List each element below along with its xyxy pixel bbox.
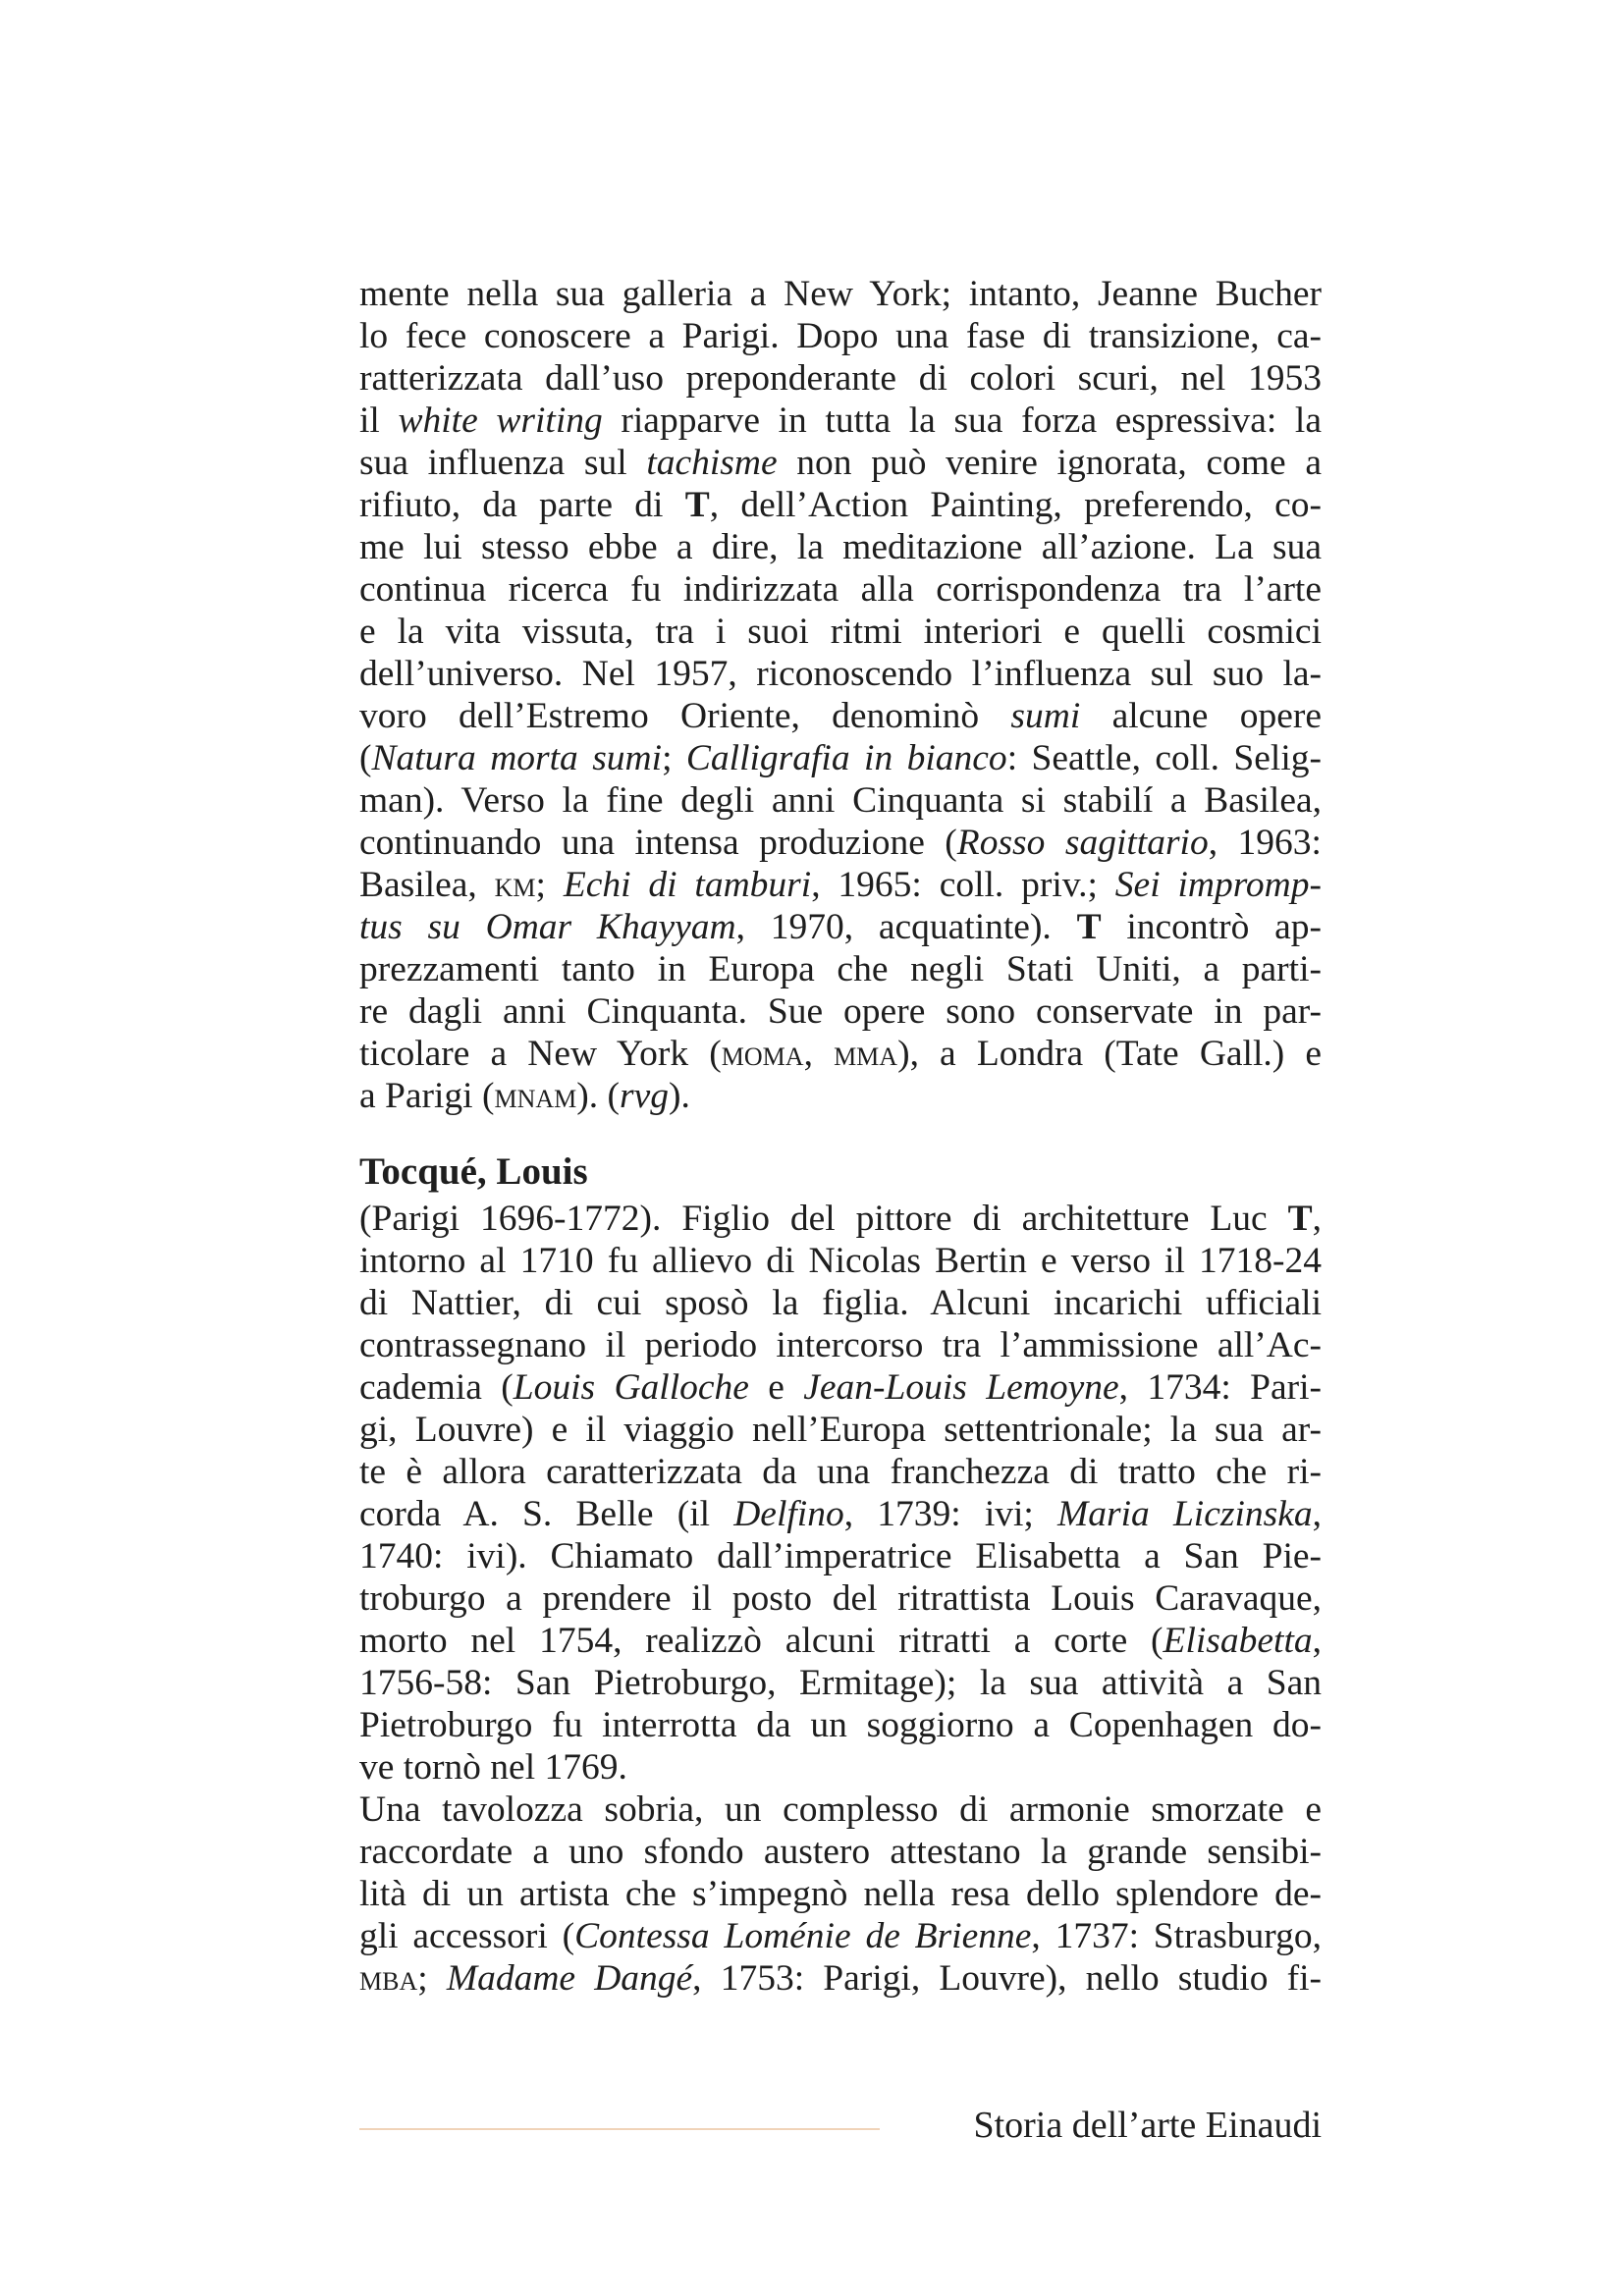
text-line: raccordate a uno sfondo austero attestano la grande sensibi- <box>359 1832 1322 1872</box>
text-line: il white writing riapparve in tutta la sua forza espressiva: la <box>359 400 1322 441</box>
text-line: sua influenza sul tachisme non può venire ignorata, come a <box>359 443 1322 483</box>
text-line: e la vita vissuta, tra i suoi ritmi interiori e quelli cosmici <box>359 612 1322 652</box>
text-line: Pietroburgo fu interrotta da un soggiorno a Copenhagen do- <box>359 1705 1322 1745</box>
text-line: voro dell’Estremo Oriente, denominò sumi alcune opere <box>359 696 1322 736</box>
text-line: continua ricerca fu indirizzata alla corrispondenza tra l’arte <box>359 569 1322 610</box>
text-line: tus su Omar Khayyam, 1970, acquatinte). T incontrò ap- <box>359 907 1322 947</box>
text-line: me lui stesso ebbe a dire, la meditazione all’azione. La sua <box>359 527 1322 567</box>
page-footer <box>359 2101 1322 2150</box>
text-line: te è allora caratterizzata da una franchezza di tratto che ri- <box>359 1452 1322 1492</box>
text-line: mente nella sua galleria a New York; intanto, Jeanne Bucher <box>359 274 1322 314</box>
text-line: rifiuto, da parte di T, dell’Action Painting, preferendo, co- <box>359 485 1322 525</box>
text-line: 1740: ivi). Chiamato dall’imperatrice Elisabetta a San Pie- <box>359 1536 1322 1576</box>
text-line: gi, Louvre) e il viaggio nell’Europa settentrionale; la sua ar- <box>359 1410 1322 1450</box>
footer-title: Storia dell’arte Einaudi <box>973 2105 1322 2146</box>
text-line: Basilea, km; Echi di tamburi, 1965: coll. priv.; Sei impromp- <box>359 865 1322 905</box>
entry-heading: Tocqué, Louis <box>359 1150 588 1193</box>
text-line: ticolare a New York (moma, mma), a Londra (Tate Gall.) e <box>359 1034 1323 1074</box>
entry-continuation-paragraph <box>359 273 1322 1117</box>
text-line: Una tavolozza sobria, un complesso di armonie smorzate e <box>359 1789 1322 1830</box>
text-line: (Parigi 1696-1772). Figlio del pittore di architetture Luc T, <box>359 1199 1322 1239</box>
text-line: dell’universo. Nel 1957, riconoscendo l’influenza sul suo la- <box>359 654 1322 694</box>
text-line: 1756-58: San Pietroburgo, Ermitage); la sua attività a San <box>359 1663 1322 1703</box>
text-line: lità di un artista che s’impegnò nella resa dello splendore de- <box>359 1874 1322 1914</box>
text-line: cademia (Louis Galloche e Jean-Louis Lemoyne, 1734: Pari- <box>359 1367 1322 1408</box>
text-line: continuando una intensa produzione (Rosso sagittario, 1963: <box>359 823 1322 863</box>
text-line: lo fece conoscere a Parigi. Dopo una fase di transizione, ca- <box>359 316 1322 356</box>
text-line: man). Verso la fine degli anni Cinquanta si stabilí a Basilea, <box>359 780 1322 821</box>
text-column <box>359 273 1322 2000</box>
text-line: (Natura morta sumi; Calligrafia in bianco: Seattle, coll. Selig- <box>359 738 1322 778</box>
text-line: di Nattier, di cui sposò la figlia. Alcuni incarichi ufficiali <box>359 1283 1322 1323</box>
text-line: re dagli anni Cinquanta. Sue opere sono conservate in par- <box>359 991 1322 1032</box>
entry-paragraph-1 <box>359 1198 1322 1789</box>
text-line: ve tornò nel 1769. <box>359 1747 627 1788</box>
text-line: gli accessori (Contessa Loménie de Brienne, 1737: Strasburgo, <box>359 1916 1322 1956</box>
text-line: prezzamenti tanto in Europa che negli Stati Uniti, a parti- <box>359 949 1322 989</box>
text-line: troburgo a prendere il posto del ritrattista Louis Caravaque, <box>359 1578 1322 1619</box>
entry-paragraph-2 <box>359 1789 1322 2000</box>
text-line: intorno al 1710 fu allievo di Nicolas Bertin e verso il 1718-24 <box>359 1241 1322 1281</box>
text-line: corda A. S. Belle (il Delfino, 1739: ivi; Maria Liczinska, <box>359 1494 1322 1534</box>
text-line: ratterizzata dall’uso preponderante di colori scuri, nel 1953 <box>359 358 1322 399</box>
text-line: a Parigi (mnam). (rvg). <box>359 1076 690 1116</box>
text-line: mba; Madame Dangé, 1753: Parigi, Louvre), nello studio fi- <box>359 1958 1323 1999</box>
text-line: contrassegnano il periodo intercorso tra l’ammissione all’Ac- <box>359 1325 1322 1365</box>
footer-rule <box>359 2128 880 2130</box>
text-line: morto nel 1754, realizzò alcuni ritratti a corte (Elisabetta, <box>359 1621 1322 1661</box>
